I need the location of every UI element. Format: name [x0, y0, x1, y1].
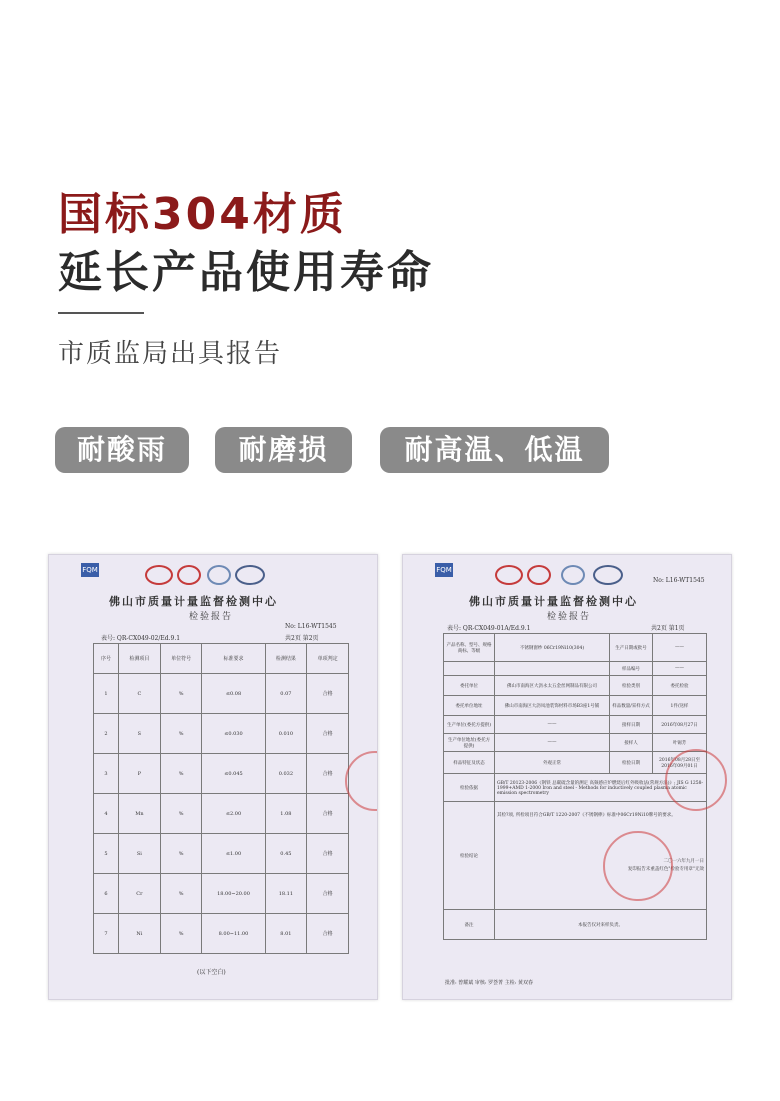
table-row: [444, 696, 707, 716]
cell: 生产日期或批号: [610, 634, 653, 662]
form-no: 表号: QR-CX049-02/Ed.9.1: [101, 635, 181, 642]
cell: 产品名称、型号、规格商标、等级: [444, 634, 495, 662]
cell: ——: [653, 662, 707, 676]
table-row: [444, 676, 707, 696]
cell: 生产单位地址(委托方提供): [444, 734, 495, 752]
tag-temperature: 耐高温、低温: [380, 427, 609, 473]
cell: 3: [94, 754, 119, 794]
conclusion-text: 其检?项, 所检项目符合GB/T 1220-2007《不锈钢棒》标准中06Cr19Ni10牌号的要求。: [497, 813, 676, 818]
cell: %: [160, 754, 202, 794]
page-no: 共2页 第2页: [285, 635, 319, 642]
cell: 佛山市南海区大沥永太五金丝网制品有限公司: [495, 676, 610, 696]
cell: Ni: [119, 914, 161, 954]
cell: %: [160, 794, 202, 834]
header-cell: 检测结果: [265, 644, 307, 674]
cell: 外观正常: [495, 752, 610, 774]
cell: 委托单位地址: [444, 696, 495, 716]
cell: 18.11: [265, 874, 307, 914]
cnas-logo: [235, 565, 265, 585]
header-cell: 检测项目: [119, 644, 161, 674]
heading-line1: 国标304材质: [58, 189, 347, 240]
tag-wear: 耐磨损: [215, 427, 352, 473]
header-cell: 标准要求: [202, 644, 265, 674]
center-name: 佛山市质量计量监督检测中心: [469, 595, 638, 608]
table-row: [94, 914, 349, 954]
cell: %: [160, 714, 202, 754]
cell: 本报告仅对来样负责。: [495, 910, 707, 940]
cell: Si: [119, 834, 161, 874]
header-cell: 序号: [94, 644, 119, 674]
ilac-logo: [561, 565, 585, 585]
cell: 检验日期: [610, 752, 653, 774]
cell: 检验结论: [444, 802, 495, 910]
report-date: 二〇一六年九月一日: [663, 859, 704, 864]
table-row: [94, 834, 349, 874]
cell: 6: [94, 874, 119, 914]
cell: 合格: [307, 874, 349, 914]
cell: S: [119, 714, 161, 754]
cell: 合格: [307, 794, 349, 834]
cell: [444, 662, 495, 676]
cell: ≤0.08: [202, 674, 265, 714]
fqm-logo: FQM: [435, 563, 453, 577]
cell: ——: [495, 734, 610, 752]
report-title: 检验报告: [547, 612, 592, 622]
table-row: [444, 662, 707, 676]
cell: 委托单位: [444, 676, 495, 696]
cell: 样品数量/采样方式: [610, 696, 653, 716]
fqm-logo: FQM: [81, 563, 99, 577]
cell: P: [119, 754, 161, 794]
cell: ——: [653, 634, 707, 662]
report-title: 检验报告: [189, 612, 234, 622]
form-no: 表号: QR-CX049-01A/Ed.9.1: [447, 625, 531, 632]
cell: 1: [94, 674, 119, 714]
table-row: [94, 714, 349, 754]
cell: 合格: [307, 674, 349, 714]
report-no: No: L16-WT1545: [285, 623, 337, 630]
table-row: [94, 874, 349, 914]
cma-logo: [145, 565, 173, 585]
cell: 0.45: [265, 834, 307, 874]
cell: 18.00~20.00: [202, 874, 265, 914]
official-seal-stamp: [345, 751, 378, 811]
results-table: [93, 643, 349, 954]
inspection-seal-stamp: [603, 831, 673, 901]
cell: %: [160, 674, 202, 714]
cell: 2016年08月28日至 2016年09月01日: [653, 752, 707, 774]
table-row: [94, 674, 349, 714]
cell: 佛山市南海区大沥凤池装饰材料市场B3座1号铺: [495, 696, 610, 716]
cell: [495, 662, 610, 676]
cell: 8.00~11.00: [202, 914, 265, 954]
cell: 8.01: [265, 914, 307, 954]
cell: 叶锡芳: [653, 734, 707, 752]
page-no: 共2页 第1页: [651, 625, 685, 632]
official-seal-stamp: [665, 749, 727, 811]
cell: 不锈钢窗纱 06Cr19Ni10(304): [495, 634, 610, 662]
cell: GB/T 20123-2006《钢铁 总碳硫含量的测定 高频感应炉燃烧后红外吸收法(常规方法)》; JIS G 1258-1999+AMD 1-2000 Iron and steel - Methods for inductively coupled plasma atomic emission spectrometry: [495, 774, 707, 802]
cell: ≤0.030: [202, 714, 265, 754]
table-row: [444, 716, 707, 734]
table-row: [444, 634, 707, 662]
report-page-results: [48, 554, 378, 1000]
cell: 检验类别: [610, 676, 653, 696]
cell: ≤0.045: [202, 754, 265, 794]
center-name: 佛山市质量计量监督检测中心: [109, 595, 278, 608]
cell: 合格: [307, 754, 349, 794]
header-cell: 单项判定: [307, 644, 349, 674]
cell: 5: [94, 834, 119, 874]
cma-logo: [495, 565, 523, 585]
cell: 4: [94, 794, 119, 834]
cell: 7: [94, 914, 119, 954]
cell: 2016年08月27日: [653, 716, 707, 734]
cell: ≤2.00: [202, 794, 265, 834]
cell: 备注: [444, 910, 495, 940]
seal-note: 复印报告未重盖红色"检验专用章"无效: [627, 867, 704, 872]
table-row: [444, 734, 707, 752]
table-row: [94, 794, 349, 834]
cell: Mn: [119, 794, 161, 834]
cell: 0.010: [265, 714, 307, 754]
ilac-logo: [207, 565, 231, 585]
cal-logo: [527, 565, 551, 585]
cell: 样品特征及状态: [444, 752, 495, 774]
cell: C: [119, 674, 161, 714]
heading-line2: 延长产品使用寿命: [58, 247, 434, 298]
blank-below-note: (以下空白): [197, 969, 226, 976]
table-row: [444, 910, 707, 940]
signatures: 批准: 曾耀斌 审核: 罗荟菁 主检: 黄双春: [445, 980, 534, 986]
table-header-row: [94, 644, 349, 674]
cell: ——: [495, 716, 610, 734]
cell: %: [160, 874, 202, 914]
report-no: No: L16-WT1545: [653, 577, 705, 584]
cell: 生产单位(委托方提供): [444, 716, 495, 734]
heading-subtitle: 市质监局出具报告: [58, 339, 283, 369]
table-row: [94, 754, 349, 794]
cnas-logo: [593, 565, 623, 585]
cell: ≤1.00: [202, 834, 265, 874]
cell: 1.08: [265, 794, 307, 834]
cell: 1件/送样: [653, 696, 707, 716]
cell: 0.032: [265, 754, 307, 794]
cell: Cr: [119, 874, 161, 914]
cell: 委托检验: [653, 676, 707, 696]
cell: %: [160, 834, 202, 874]
cell: 合格: [307, 834, 349, 874]
cell: 2: [94, 714, 119, 754]
tag-acid-rain: 耐酸雨: [55, 427, 189, 473]
cal-logo: [177, 565, 201, 585]
header-cell: 单位符号: [160, 644, 202, 674]
cell: 样品编号: [610, 662, 653, 676]
cell: 合格: [307, 714, 349, 754]
cell: 合格: [307, 914, 349, 954]
report-page-info: [402, 554, 732, 1000]
cell: 接样日期: [610, 716, 653, 734]
cell: 检验依据: [444, 774, 495, 802]
conclusion-cell: [495, 802, 707, 910]
cell: 接样人: [610, 734, 653, 752]
divider: [58, 312, 144, 314]
cell: 0.07: [265, 674, 307, 714]
cell: %: [160, 914, 202, 954]
